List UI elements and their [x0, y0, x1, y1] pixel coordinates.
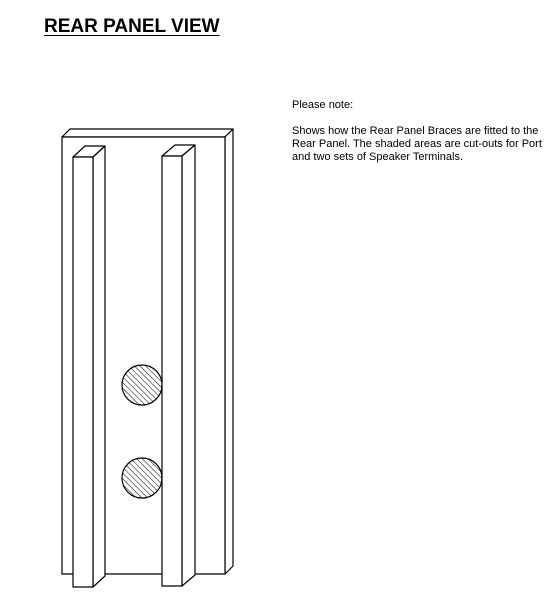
note-heading: Please note:: [292, 99, 354, 111]
left-brace-front: [73, 157, 93, 587]
right-brace: [162, 145, 195, 586]
left-brace-side: [93, 146, 105, 587]
rear-panel-top: [62, 129, 233, 137]
port-cutout: [122, 365, 162, 405]
right-brace-side: [182, 145, 195, 586]
note-body: Shows how the Rear Panel Braces are fitted to the Rear Panel. The shaded areas are cut-outs for Port and two sets of Speaker Terminals.: [292, 125, 542, 163]
speaker-terminal-cutout: [122, 458, 162, 498]
page-title: REAR PANEL VIEW: [44, 16, 220, 37]
right-brace-front: [162, 156, 182, 586]
left-brace: [73, 146, 105, 587]
rear-panel-side: [225, 129, 233, 574]
